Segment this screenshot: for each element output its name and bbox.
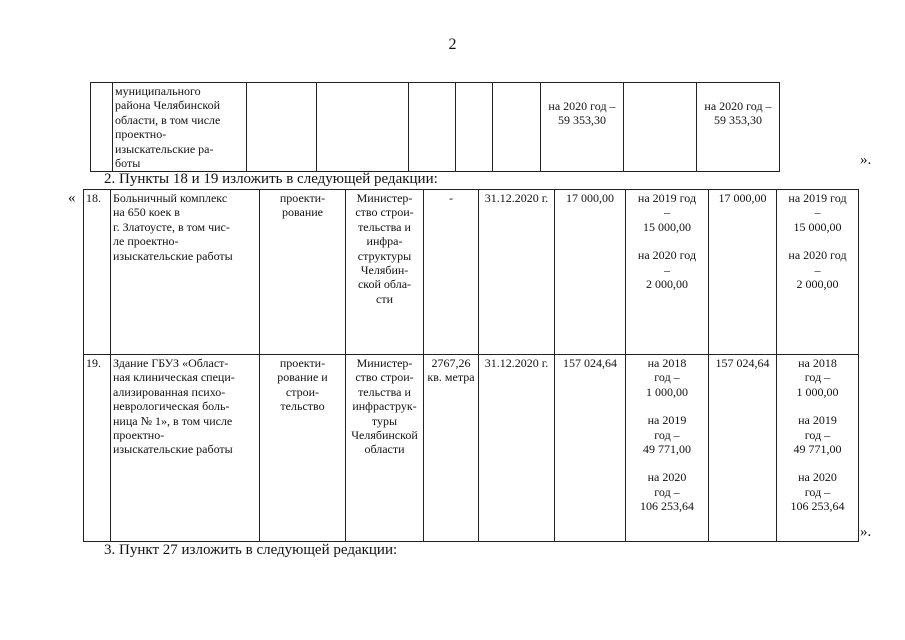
row-19-work-line: проекти-: [279, 356, 326, 370]
row-19-work-line: тельство: [280, 399, 325, 414]
row-19-limits-line: год –: [804, 427, 831, 442]
row-18-plan-line: на 2020 год: [637, 248, 697, 263]
row-19-plan-line: на 2019: [647, 413, 687, 428]
table-row-18: [84, 190, 859, 355]
row-18-deadline: 31.12.2020 г.: [479, 190, 555, 355]
top-name-line: муниципального: [115, 84, 201, 98]
row-19-customer-line: инфраструк-: [352, 399, 417, 414]
row-19-plan-line: 1 000,00: [646, 384, 688, 399]
row-18-funding: 17 000,00: [709, 190, 777, 355]
main-table: [83, 189, 859, 542]
row-19-plan-line: год –: [654, 370, 680, 385]
row-19-name-line: изыскательские работы: [113, 442, 233, 457]
top-plan-cell: [541, 83, 624, 172]
top-name-line: боты: [115, 156, 141, 171]
row-18-work-line: проекти-: [279, 191, 326, 205]
row-19-limits-line: год –: [804, 484, 831, 499]
row-19-name-line: неврологическая боль-: [113, 399, 230, 414]
row-18-name-line: изыскательские работы: [113, 248, 233, 263]
row-19-name-line: Здание ГБУЗ «Област-: [113, 356, 229, 370]
row-19-limits: [777, 355, 859, 542]
row-18-limits-line: 15 000,00: [793, 219, 842, 234]
row-18-customer-line: сти: [376, 291, 393, 306]
row-18-plan: [626, 190, 709, 355]
row-19-cost: 157 024,64: [555, 355, 626, 542]
row-19-limits-line: на 2018: [798, 356, 837, 370]
row-19-limits-line: 1 000,00: [796, 384, 839, 399]
row-18-customer-line: тельства и: [358, 219, 411, 234]
row-18-plan-line: 15 000,00: [643, 219, 691, 234]
row-19-capacity-line: кв. метра: [427, 370, 475, 385]
top-customer-cell: [317, 83, 409, 172]
row-18-capacity-line: -: [449, 191, 453, 205]
row-19-plan-line: год –: [654, 427, 680, 442]
row-18-customer-line: Министер-: [356, 191, 413, 205]
row-19-customer-line: туры: [371, 413, 398, 428]
top-capacity-cell: [409, 83, 456, 172]
row-18-customer-line: ской обла-: [357, 277, 412, 292]
row-19-limits-line: год –: [804, 370, 831, 385]
row-19-customer: [346, 355, 424, 542]
row-18-num: 18.: [84, 190, 111, 355]
row-18-capacity: [424, 190, 479, 355]
row-18-work-type: [260, 190, 346, 355]
row-18-limits: [777, 190, 859, 355]
row-19-customer-line: Челябинской: [351, 428, 418, 443]
row-18-customer-line: структуры: [357, 248, 412, 263]
spacer: [779, 399, 856, 413]
page-number: 2: [448, 36, 457, 53]
row-19-limits-line: 106 253,64: [790, 499, 845, 514]
row-19-limits-line: 49 771,00: [793, 442, 842, 457]
instruction-item-27: 3. Пункт 27 изложить в следующей редакции:: [104, 542, 398, 558]
row-19-work-line: рование и: [277, 370, 328, 385]
top-funding-cell: [624, 83, 697, 172]
row-18-customer-line: ство строи-: [355, 205, 414, 220]
row-19-plan-line: на 2020: [647, 470, 687, 485]
row-18-name-line: ле проектно-: [113, 234, 179, 249]
row-19-name-line: ница № 1», в том числе: [113, 413, 233, 428]
row-19-customer-line: области: [364, 442, 405, 457]
row-19-work-line: строи-: [285, 384, 320, 399]
spacer: [779, 456, 856, 470]
row-19-plan-line: год –: [654, 484, 680, 499]
spacer: [779, 234, 856, 248]
row-19-plan-line: 49 771,00: [643, 442, 691, 457]
top-limits-cell: [697, 83, 780, 172]
row-19-name-line: ализированная психо-: [113, 384, 226, 399]
row-19-name: [111, 355, 260, 542]
row-19-limits-line: на 2020: [798, 470, 837, 485]
row-19-capacity-line: 2767,26: [431, 356, 471, 370]
top-name-line: изыскательские ра-: [115, 141, 214, 156]
row-19-customer-line: ство строи-: [355, 370, 414, 385]
top-work-cell: [247, 83, 317, 172]
row-18-name-line: на 650 коек в: [113, 205, 180, 220]
row-19-funding: 157 024,64: [709, 355, 777, 542]
top-num-cell: [91, 83, 113, 172]
row-18-limits-line: –: [814, 262, 821, 277]
row-18-limits-line: –: [814, 205, 821, 220]
row-18-name: [111, 190, 260, 355]
top-limits-line: на 2020 год –: [704, 99, 772, 113]
top-name-line: проектно-: [115, 127, 167, 142]
top-plan-line: на 2020 год –: [548, 99, 616, 113]
row-19-customer-line: тельства и: [358, 384, 411, 399]
row-19-plan: [626, 355, 709, 542]
row-19-plan-line: на 2018: [647, 356, 687, 370]
closing-quote: ».: [860, 524, 872, 540]
row-19-num: 19.: [84, 355, 111, 542]
opening-quote: «: [68, 190, 76, 206]
top-name-line: области, в том числе: [115, 112, 221, 127]
row-18-customer-line: инфра-: [366, 234, 403, 249]
table-row-19: [84, 355, 859, 542]
spacer: [628, 456, 706, 470]
row-18-limits-line: 2 000,00: [796, 277, 839, 292]
row-18-name-line: Больничный комплекс: [113, 191, 228, 205]
top-closing-quote: ».: [860, 152, 872, 168]
top-table: [90, 82, 859, 172]
row-18-limits-line: на 2019 год: [788, 191, 847, 205]
row-19-plan-line: 106 253,64: [640, 499, 694, 514]
row-18-customer: [346, 190, 424, 355]
row-19-name-line: проектно-: [113, 428, 165, 443]
row-19-name-line: ная клиническая специ-: [113, 370, 235, 385]
row-19-customer-line: Министер-: [356, 356, 413, 370]
row-18-customer-line: Челябин-: [360, 263, 409, 278]
top-cost-cell: [493, 83, 541, 172]
row-18-name-line: г. Златоусте, в том чис-: [113, 219, 230, 234]
top-deadline-cell: [456, 83, 493, 172]
top-limits-line: 59 353,30: [714, 113, 762, 128]
row-19-capacity: [424, 355, 479, 542]
row-18-cost: 17 000,00: [555, 190, 626, 355]
top-name-line: района Челябинской: [115, 98, 221, 113]
top-name-cell: [113, 83, 247, 172]
spacer: [628, 234, 706, 248]
row-18-plan-line: –: [664, 205, 670, 220]
row-18-plan-line: –: [664, 262, 670, 277]
spacer: [628, 399, 706, 413]
row-18-plan-line: на 2019 год: [637, 191, 697, 205]
row-19-limits-line: на 2019: [798, 413, 837, 428]
row-19-work-type: [260, 355, 346, 542]
row-19-deadline: 31.12.2020 г.: [479, 355, 555, 542]
row-18-plan-line: 2 000,00: [646, 277, 688, 292]
top-plan-line: 59 353,30: [558, 113, 606, 128]
instruction-items-18-19: 2. Пункты 18 и 19 изложить в следующей редакции:: [104, 171, 438, 187]
row-18-limits-line: на 2020 год: [788, 248, 847, 263]
row-18-work-line: рование: [281, 205, 323, 220]
